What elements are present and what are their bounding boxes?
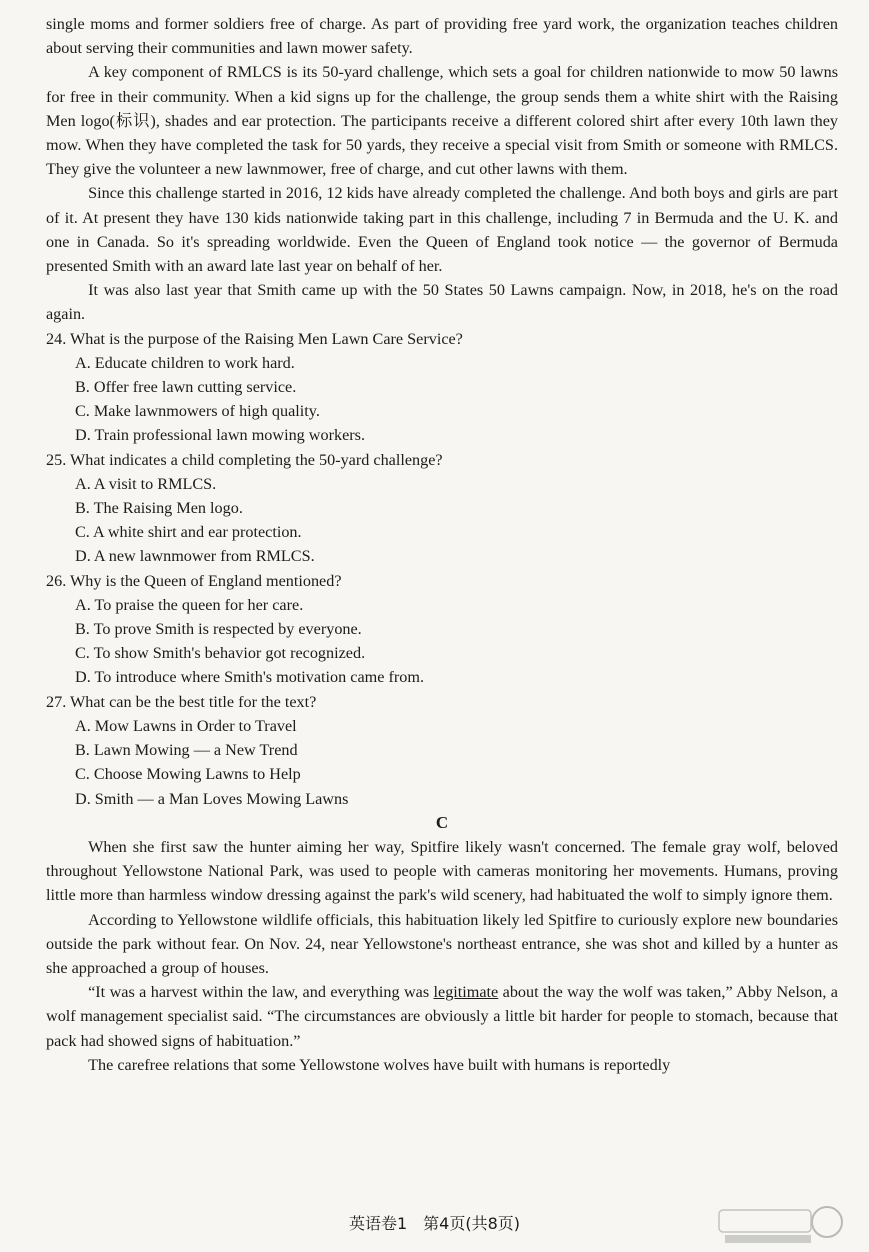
option-c: C. Choose Mowing Lawns to Help: [75, 765, 301, 784]
option-b: B. Offer free lawn cutting service.: [75, 378, 297, 397]
option-a: A. A visit to RMLCS.: [75, 474, 217, 493]
option-b: B. Lawn Mowing — a New Trend: [75, 741, 298, 760]
passage-b-paragraph-0: single moms and former soldiers free of charge. As part of providing free yard work, the organization teaches children about serving their communities and lawn mower safety.: [46, 15, 838, 58]
option-d: D. To introduce where Smith's motivation came from.: [75, 668, 424, 687]
question-stem: 27. What can be the best title for the text?: [46, 692, 317, 711]
option-d: D. Smith — a Man Loves Mowing Lawns: [75, 789, 349, 808]
option-a: A. Educate children to work hard.: [75, 353, 295, 372]
question-25: [46, 448, 838, 569]
option-c: C. Make lawnmowers of high quality.: [75, 402, 320, 421]
option-b: B. To prove Smith is respected by everyone.: [75, 620, 362, 639]
underlined-word: legitimate: [433, 983, 499, 1002]
option-d: D. Train professional lawn mowing workers.: [75, 426, 365, 445]
question-stem: 25. What indicates a child completing the 50-yard challenge?: [46, 450, 443, 469]
question-26: [46, 569, 838, 690]
passage-b-paragraph-1: A key component of RMLCS is its 50-yard challenge, which sets a goal for children nationwide to mow 50 lawns for free in their community. When a kid signs up for the challenge, the group sends them a white shirt with the Raising Men logo(标识), shades and ear protection. The participants receive a different colored shirt after every 10th lawn they mow. When they have completed the task for 50 yards, they receive a special visit from Smith or someone with RMLCS. They give the volunteer a new lawnmower, free of charge, and cut other lawns with them.: [46, 63, 838, 179]
question-24: [46, 327, 838, 448]
passage-c-paragraph-4: The carefree relations that some Yellowstone wolves have built with humans is reportedly: [88, 1055, 671, 1074]
question-stem: 24. What is the purpose of the Raising Men Lawn Care Service?: [46, 329, 463, 348]
passage-c-paragraph-1: When she first saw the hunter aiming her way, Spitfire likely wasn't concerned. The female gray wolf, beloved throughout Yellowstone National Park, was used to people with cameras monitoring her movements. Humans, proving little more than harmless window dressing against the park's wild scenery, had habituated the wolf to simply ignore them.: [46, 837, 838, 905]
option-a: A. Mow Lawns in Order to Travel: [75, 716, 297, 735]
passage-c-paragraph-3: [46, 980, 838, 1053]
option-c: C. A white shirt and ear protection.: [75, 523, 302, 542]
section-letter: C: [435, 812, 449, 832]
option-b: B. The Raising Men logo.: [75, 499, 243, 518]
option-a: A. To praise the queen for her care.: [75, 595, 304, 614]
quote-end: about the way the wolf was taken,” Abby Nelson, a wolf management specialist said. “The circumstances are obviously a little bit harder for people to stomach, because that pack had showed signs of habituation.”: [46, 983, 838, 1050]
quote-start: “It was a harvest within the law, and everything was: [88, 983, 434, 1002]
exam-page: [46, 12, 838, 1077]
question-27: [46, 690, 838, 811]
passage-b-paragraph-3: It was also last year that Smith came up with the 50 States 50 Lawns campaign. Now, in 2018, he's on the road again.: [46, 281, 838, 324]
passage-c-paragraph-2: According to Yellowstone wildlife officials, this habituation likely led Spitfire to curiously explore new boundaries outside the park without fear. On Nov. 24, near Yellowstone's northeast entrance, she was shot and killed by a hunter as she approached a group of houses.: [46, 910, 838, 977]
question-stem: 26. Why is the Queen of England mentioned?: [46, 571, 342, 590]
watermark-logo-icon: [715, 1204, 855, 1246]
option-c: C. To show Smith's behavior got recognized.: [75, 644, 366, 663]
page-footer: 英语卷1 第4页(共8页): [348, 1214, 521, 1233]
option-d: D. A new lawnmower from RMLCS.: [75, 547, 315, 566]
passage-b-paragraph-2: Since this challenge started in 2016, 12 kids have already completed the challenge. And both boys and girls are part of it. At present they have 130 kids nationwide taking part in this challenge, including 7 in Bermuda and the U. K. and one in Canada. So it's spreading worldwide. Even the Queen of England took notice — the governor of Bermuda presented Smith with an award late last year on behalf of her.: [46, 184, 838, 276]
